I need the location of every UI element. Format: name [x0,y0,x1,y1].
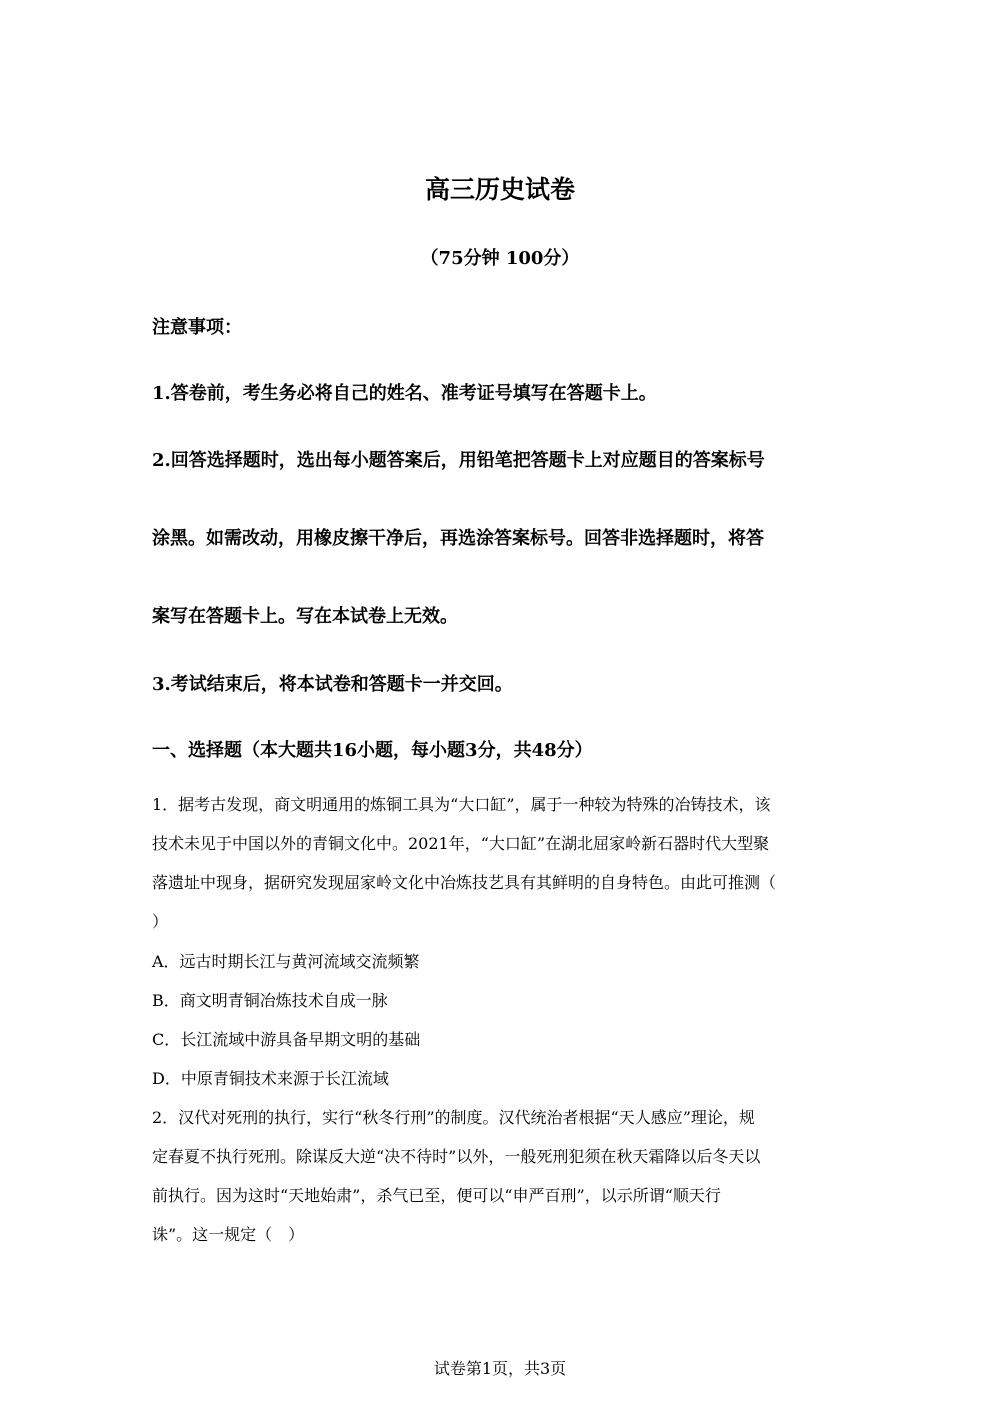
question-text-line: 定春夏不执行死刑。除谋反大逆“决不待时”以外，一般死刑犯须在秋天霜降以后冬天以 [152,1147,761,1166]
page-footer: 试卷第1页，共3页 [433,1359,567,1378]
page-subtitle: （75分钟 100分） [420,248,580,269]
option-d: D．中原青铜技术来源于长江流域 [152,1069,389,1088]
option-a: A．远古时期长江与黄河流域交流频繁 [152,952,420,971]
notice-item: 3.考试结束后，将本试卷和答题卡一并交回。 [152,674,513,695]
option-b: B．商文明青铜冶炼技术自成一脉 [152,991,388,1010]
notice-item: 案写在答题卡上。写在本试卷上无效。 [152,606,458,627]
section-heading: 一、选择题（本大题共16小题，每小题3分，共48分） [152,740,593,761]
notice-heading: 注意事项： [152,317,242,338]
notice-item: 1.答卷前，考生务必将自己的姓名、准考证号填写在答题卡上。 [152,383,657,404]
question-text-line: 前执行。因为这时“天地始肃”，杀气已至，便可以“申严百刑”，以示所谓“顺天行 [152,1186,721,1205]
option-c: C．长江流域中游具备早期文明的基础 [152,1030,421,1049]
question-text-line: 落遗址中现身，据研究发现屈家岭文化中冶炼技艺具有其鲜明的自身特色。由此可推测（ [152,873,777,892]
page-title: 高三历史试卷 [424,175,575,204]
question-text-line: 2．汉代对死刑的执行，实行“秋冬行刑”的制度。汉代统治者根据“天人感应”理论，规 [152,1108,755,1127]
notice-item: 2.回答选择题时，选出每小题答案后，用铅笔把答题卡上对应题目的答案标号 [152,450,765,471]
question-text-line: ） [152,912,169,931]
question-text-line: 1．据考古发现，商文明通用的炼铜工具为“大口缸”，属于一种较为特殊的冶铸技术，该 [152,795,771,814]
question-text-line: 诛”。这一规定（ ） [152,1225,305,1244]
notice-item: 涂黑。如需改动，用橡皮擦干净后，再选涂答案标号。回答非选择题时，将答 [152,528,764,549]
question-text-line: 技术未见于中国以外的青铜文化中。2021年，“大口缸”在湖北屈家岭新石器时代大型聚 [152,834,770,853]
